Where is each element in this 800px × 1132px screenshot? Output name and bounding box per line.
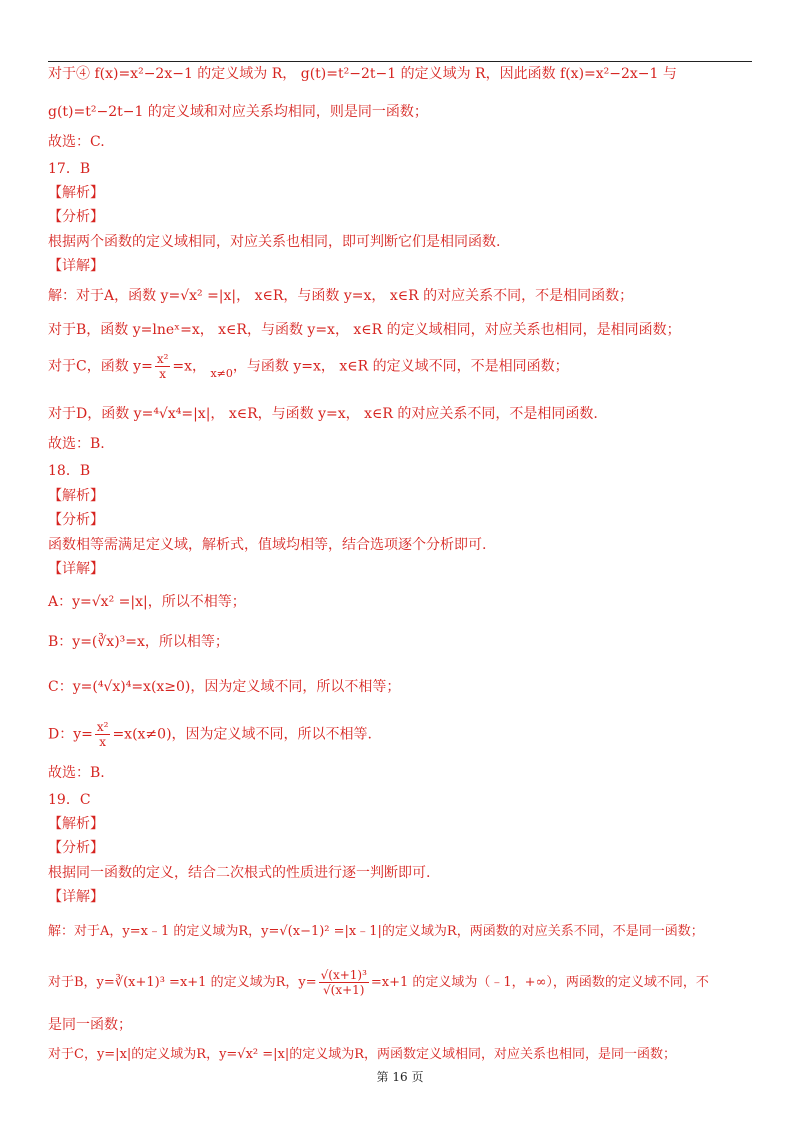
section-fenxi: 【分析】 — [48, 209, 104, 225]
denominator: √(x+1) — [323, 983, 365, 997]
text-part: =x， — [172, 358, 211, 375]
detail-line: 是同一函数； — [48, 1017, 132, 1033]
header-rule — [48, 61, 752, 62]
detail-line: B：y=(∛x)³=x，所以相等； — [48, 634, 229, 650]
section-xiangjie: 【详解】 — [48, 561, 104, 577]
detail-line-fraction — [48, 968, 709, 997]
fraction — [95, 720, 111, 749]
section-xiangjie: 【详解】 — [48, 258, 104, 274]
section-jiexi: 【解析】 — [48, 488, 104, 504]
question-number: 19．C — [48, 792, 91, 808]
section-fenxi: 【分析】 — [48, 840, 104, 856]
text-part: ，与函数 y=x， x∈R 的定义域不同，不是相同函数； — [232, 358, 569, 375]
text-part: =x+1 的定义域为（﹣1，+∞），两函数的定义域不同，不 — [370, 975, 709, 990]
analysis-text: 根据同一函数的定义，结合二次根式的性质进行逐一判断即可. — [48, 865, 431, 881]
detail-line: 对于C，y=|x|的定义域为R，y=√x² =|x|的定义域为R，两函数定义域相同，对应关系也相同，是同一函数； — [48, 1047, 677, 1062]
detail-line-fraction — [48, 352, 569, 381]
text-part: 对于C，函数 y= — [48, 358, 153, 375]
numerator: x² — [96, 720, 109, 734]
text-line: g(t)=t²−2t−1 的定义域和对应关系均相同，则是同一函数； — [48, 104, 428, 120]
fraction — [319, 968, 369, 997]
detail-line: 解：对于A，y=x﹣1 的定义域为R，y=√(x−1)² =|x﹣1|的定义域为R，两函数的对应关系不同，不是同一函数； — [48, 924, 704, 939]
answer-line: 故选：B. — [48, 765, 105, 781]
denominator: x — [99, 735, 107, 749]
detail-line: A：y=√x² =|x|，所以不相等； — [48, 594, 246, 610]
section-jiexi: 【解析】 — [48, 185, 104, 201]
analysis-text: 根据两个函数的定义域相同，对应关系也相同，即可判断它们是相同函数. — [48, 234, 501, 250]
section-fenxi: 【分析】 — [48, 512, 104, 528]
page-number: 第 16 页 — [376, 1070, 424, 1084]
detail-line-fraction — [48, 720, 372, 749]
numerator: x² — [156, 352, 169, 366]
question-number: 18．B — [48, 463, 91, 479]
text-part: 对于B，y=∛(x+1)³ =x+1 的定义域为R，y= — [48, 975, 317, 990]
text-part: =x(x≠0)，因为定义域不同，所以不相等. — [112, 726, 372, 743]
detail-line: C：y=(⁴√x)⁴=x(x≥0)，因为定义域不同，所以不相等； — [48, 679, 401, 695]
numerator: √(x+1)³ — [320, 968, 367, 982]
question-number: 17．B — [48, 161, 91, 177]
answer-line: 故选：C. — [48, 134, 105, 150]
text-part: D：y= — [48, 726, 93, 743]
detail-line: 解：对于A，函数 y=√x² =|x|， x∈R，与函数 y=x， x∈R 的对应关系不同，不是相同函数； — [48, 288, 634, 304]
denominator: x — [159, 367, 166, 381]
analysis-text: 函数相等需满足定义域，解析式，值域均相等，结合选项逐个分析即可. — [48, 537, 487, 553]
detail-line: 对于D，函数 y=⁴√x⁴=|x|， x∈R，与函数 y=x， x∈R 的对应关系不同，不是相同函数. — [48, 406, 598, 422]
section-jiexi: 【解析】 — [48, 816, 104, 832]
fraction — [155, 352, 171, 381]
answer-line: 故选：B. — [48, 436, 105, 452]
text-line: 对于④ f(x)=x²−2x−1 的定义域为 R， g(t)=t²−2t−1 的定义域为 R，因此函数 f(x)=x²−2x−1 与 — [48, 66, 677, 82]
detail-line: 对于B，函数 y=lneˣ=x， x∈R，与函数 y=x， x∈R 的定义域相同，对应关系也相同，是相同函数； — [48, 322, 681, 338]
condition: x≠0 — [210, 366, 233, 380]
section-xiangjie: 【详解】 — [48, 889, 104, 905]
